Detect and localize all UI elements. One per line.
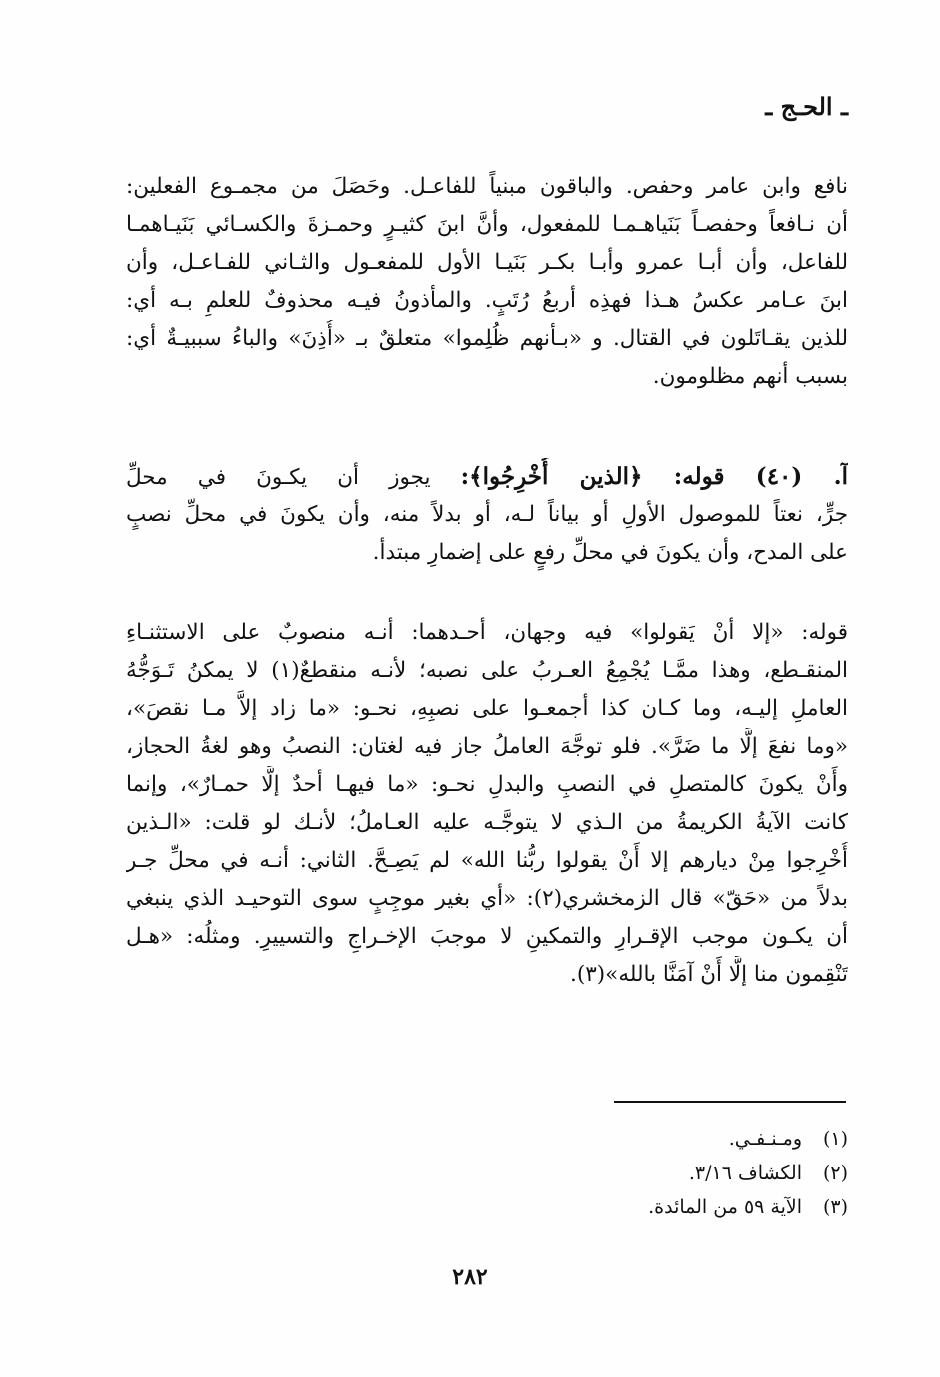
text-span: يجوز أن يكـونَ في محلِّ (126, 465, 431, 490)
text-line: المنقـطع، وهذا ممَّـا يُجْمِعُ العـربُ على نصبه؛ لأنـه منقطعٌ(١) لا يمكنُ تَـوَجُّهُ (126, 658, 848, 683)
verse-heading: آ. (٤٠) قوله: ﴿الذين أُخْرِجُوا﴾: (460, 463, 848, 490)
text-line: قوله: «إلا أنْ يَقولوا» فيه وجهان، أحـدهما: أنـه منصوبٌ على الاستثنـاءِ (126, 620, 848, 645)
text-line: وأَنْ يكونَ كالمتصلِ في النصبِ والبدلِ نحـو: «ما فيهـا أحدٌ إلَّا حمـارٌ»، وإنما (126, 772, 848, 797)
running-header: ـ الحـج ـ (765, 92, 848, 121)
footnote-number: (٢) (822, 1162, 848, 1184)
text-line: بدلاً من «حَقّ» قال الزمخشري(٢): «أي بغير موجِبٍ سوى التوحيـد الذي ينبغي (126, 886, 848, 911)
footnote-text: الكشاف ٣/١٦. (688, 1162, 802, 1184)
text-line: أُخْرِجوا مِنْ ديارهم إلا أَنْ يقولوا ربُّنا الله» لم يَصِـحَّ. الثاني: أنـه في محلِّ جـر (126, 848, 848, 873)
footnote-number: (١) (822, 1128, 848, 1150)
text-line: بسبب أنهم مظلومون. (652, 364, 848, 389)
footnote-number: (٣) (822, 1196, 848, 1218)
page-number: ٢٨٢ (452, 1264, 488, 1290)
text-line (126, 458, 848, 496)
footnote-separator (614, 1101, 846, 1103)
text-line: جرٍّ، نعتاً للموصول الأولِ أو بياناً لـه، أو بدلاً منه، وأن يكونَ في محلِّ نصبٍ (126, 502, 848, 527)
text-line: أن نـافعاً وحفصـاً بَنَياهـمـا للمفعول، وأنَّ ابنَ كثيـرٍ وحمـزةَ والكسـائي بَنَيـاهمـا (126, 212, 848, 237)
text-line: نافع وابن عامر وحفص. والباقون مبنياً للفاعـل. وحَصَلَ من مجمـوع الفعلين: (126, 174, 848, 199)
text-line: للذين يقـاتَلون في القتال. و «بـأنهم ظُلِموا» متعلقٌ بـ «أُذِنَ» والباءُ سببيـةٌ أي: (126, 326, 848, 351)
text-line: ابنَ عـامر عكسُ هـذا فهذِه أربعُ رُتَبٍ. والمأذونُ فيـه محذوفٌ للعلمِ بـه أي: (126, 288, 848, 313)
paragraph-1 (126, 168, 848, 396)
text-line: كانت الآيةُ الكريمةُ من الـذي لا يتوجَّـه عليه العـاملُ؛ لأنـك لو قلت: «الـذين (126, 810, 848, 835)
footnote (448, 1190, 848, 1224)
paragraph-3 (126, 614, 848, 994)
footnote (448, 1122, 848, 1156)
text-line: للفاعل، وأن أبـا عمرو وأبـا بكـر بَنَيـا الأول للمفعـول والثـاني للفـاعـل، وأن (126, 250, 848, 275)
text-line: «وما نفعَ إلَّا ما ضَرَّ». فلو توجَّهَ العاملُ جاز فيه لغتان: النصبُ وهو لغةُ الحجاز، (126, 734, 848, 759)
text-line: العاملِ إليـه، وما كـان كذا أجمعـوا على نصبِهِ، نحـو: «ما زاد إلاَّ مـا نقصَ»، (126, 696, 848, 721)
footnote-text: ومـنـفـي. (728, 1128, 802, 1150)
text-line: على المدح، وأن يكونَ في محلِّ رفعٍ على إضمارِ مبتدأ. (372, 540, 848, 565)
footnotes (448, 1122, 848, 1224)
text-line: تَنْقِمون منا إلَّا أَنْ آمَنَّا بالله»(٣). (570, 962, 848, 987)
paragraph-2 (126, 458, 848, 572)
text-line: أن يكـون موجب الإقـرارِ والتمكينِ لا موجبَ الإخـراجِ والتسييرِ. ومثلُه: «هـل (126, 924, 848, 949)
footnote-text: الآية ٥٩ من المائدة. (648, 1196, 802, 1218)
footnote (448, 1156, 848, 1190)
